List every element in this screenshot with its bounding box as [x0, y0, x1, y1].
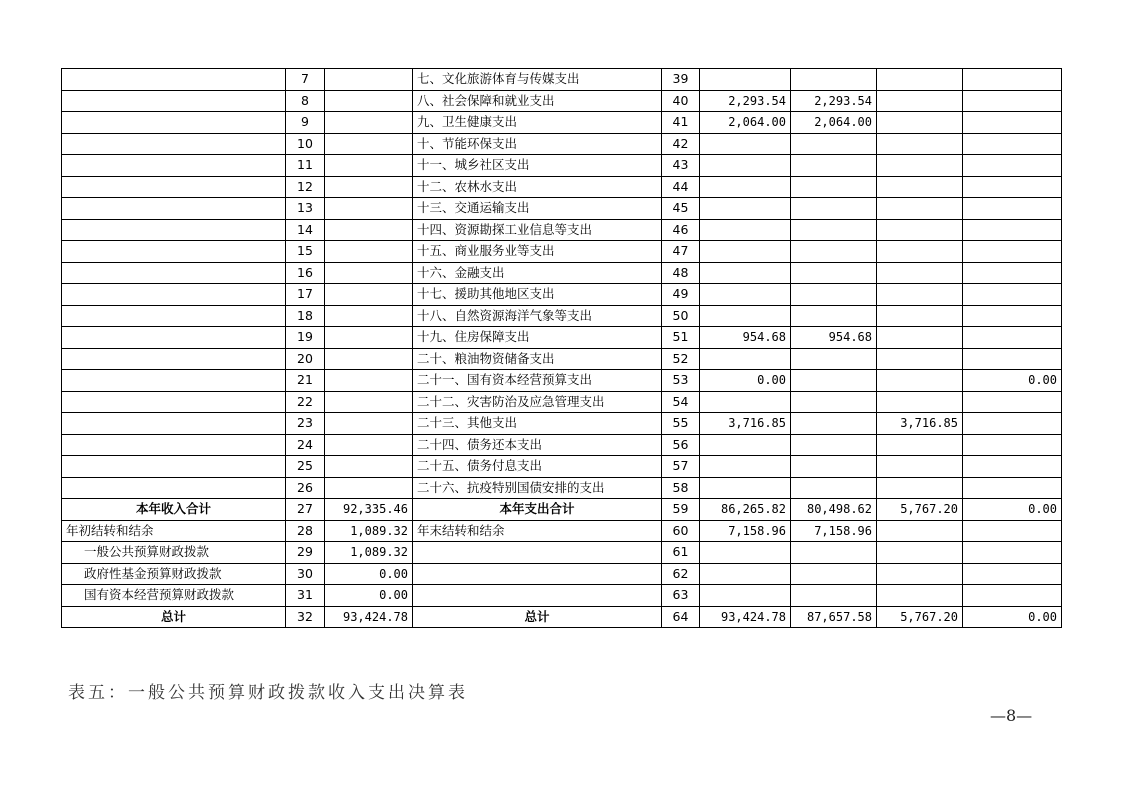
left-amount-cell: [325, 176, 413, 198]
left-amount-cell: [325, 391, 413, 413]
left-number-cell: 23: [286, 413, 325, 435]
left-number-cell: 21: [286, 370, 325, 392]
left-amount-cell: 0.00: [325, 563, 413, 585]
general-budget-amount-cell: [791, 198, 877, 220]
right-label-cell: 二十五、债务付息支出: [413, 456, 662, 478]
right-label-cell: 二十三、其他支出: [413, 413, 662, 435]
left-number-cell: 9: [286, 112, 325, 134]
fund-budget-amount-cell: [877, 542, 963, 564]
fund-budget-amount-cell: 5,767.20: [877, 606, 963, 628]
fund-budget-amount-cell: 3,716.85: [877, 413, 963, 435]
general-budget-amount-cell: [791, 456, 877, 478]
right-number-cell: 47: [662, 241, 700, 263]
left-number-cell: 14: [286, 219, 325, 241]
capital-budget-amount-cell: [963, 413, 1062, 435]
fund-budget-amount-cell: [877, 305, 963, 327]
total-amount-cell: [700, 456, 791, 478]
right-number-cell: 58: [662, 477, 700, 499]
right-label-cell: 十七、援助其他地区支出: [413, 284, 662, 306]
general-budget-amount-cell: [791, 434, 877, 456]
fund-budget-amount-cell: [877, 348, 963, 370]
left-amount-cell: [325, 198, 413, 220]
right-label-cell: 七、文化旅游体育与传媒支出: [413, 69, 662, 91]
left-label-cell: [62, 348, 286, 370]
capital-budget-amount-cell: [963, 112, 1062, 134]
fund-budget-amount-cell: [877, 112, 963, 134]
left-label-cell: [62, 112, 286, 134]
left-amount-cell: [325, 413, 413, 435]
table-row: [62, 305, 1062, 327]
fund-budget-amount-cell: [877, 520, 963, 542]
left-label-cell: 总计: [62, 606, 286, 628]
fund-budget-amount-cell: [877, 262, 963, 284]
left-number-cell: 19: [286, 327, 325, 349]
right-number-cell: 57: [662, 456, 700, 478]
right-label-cell: 十六、金融支出: [413, 262, 662, 284]
total-amount-cell: 86,265.82: [700, 499, 791, 521]
left-number-cell: 16: [286, 262, 325, 284]
total-amount-cell: 3,716.85: [700, 413, 791, 435]
table-row: [62, 284, 1062, 306]
right-number-cell: 39: [662, 69, 700, 91]
capital-budget-amount-cell: [963, 219, 1062, 241]
right-number-cell: 45: [662, 198, 700, 220]
table-row: [62, 112, 1062, 134]
table-row: [62, 499, 1062, 521]
total-amount-cell: 2,064.00: [700, 112, 791, 134]
left-amount-cell: [325, 112, 413, 134]
left-label-cell: [62, 456, 286, 478]
capital-budget-amount-cell: [963, 434, 1062, 456]
left-amount-cell: [325, 305, 413, 327]
general-budget-amount-cell: [791, 391, 877, 413]
capital-budget-amount-cell: [963, 284, 1062, 306]
left-amount-cell: [325, 284, 413, 306]
capital-budget-amount-cell: [963, 542, 1062, 564]
capital-budget-amount-cell: [963, 520, 1062, 542]
right-number-cell: 50: [662, 305, 700, 327]
total-amount-cell: [700, 542, 791, 564]
fund-budget-amount-cell: [877, 284, 963, 306]
fund-budget-amount-cell: [877, 391, 963, 413]
right-label-cell: 总计: [413, 606, 662, 628]
fund-budget-amount-cell: 5,767.20: [877, 499, 963, 521]
left-label-cell: [62, 327, 286, 349]
budget-table: [61, 68, 1062, 628]
capital-budget-amount-cell: [963, 563, 1062, 585]
fund-budget-amount-cell: [877, 69, 963, 91]
right-number-cell: 61: [662, 542, 700, 564]
general-budget-amount-cell: 954.68: [791, 327, 877, 349]
right-number-cell: 42: [662, 133, 700, 155]
left-number-cell: 13: [286, 198, 325, 220]
general-budget-amount-cell: [791, 477, 877, 499]
fund-budget-amount-cell: [877, 133, 963, 155]
left-number-cell: 10: [286, 133, 325, 155]
general-budget-amount-cell: 7,158.96: [791, 520, 877, 542]
left-number-cell: 27: [286, 499, 325, 521]
right-label-cell: 十九、住房保障支出: [413, 327, 662, 349]
right-number-cell: 51: [662, 327, 700, 349]
capital-budget-amount-cell: 0.00: [963, 606, 1062, 628]
right-number-cell: 48: [662, 262, 700, 284]
table-row: [62, 413, 1062, 435]
table-row: [62, 198, 1062, 220]
left-number-cell: 30: [286, 563, 325, 585]
total-amount-cell: 0.00: [700, 370, 791, 392]
left-number-cell: 29: [286, 542, 325, 564]
general-budget-amount-cell: [791, 176, 877, 198]
capital-budget-amount-cell: 0.00: [963, 499, 1062, 521]
left-number-cell: 15: [286, 241, 325, 263]
total-amount-cell: [700, 69, 791, 91]
left-amount-cell: 93,424.78: [325, 606, 413, 628]
right-number-cell: 52: [662, 348, 700, 370]
capital-budget-amount-cell: [963, 348, 1062, 370]
capital-budget-amount-cell: [963, 133, 1062, 155]
general-budget-amount-cell: [791, 262, 877, 284]
table-row: [62, 348, 1062, 370]
left-number-cell: 31: [286, 585, 325, 607]
general-budget-amount-cell: 2,293.54: [791, 90, 877, 112]
left-amount-cell: [325, 434, 413, 456]
fund-budget-amount-cell: [877, 241, 963, 263]
left-number-cell: 8: [286, 90, 325, 112]
total-amount-cell: [700, 155, 791, 177]
capital-budget-amount-cell: [963, 262, 1062, 284]
fund-budget-amount-cell: [877, 370, 963, 392]
total-amount-cell: [700, 434, 791, 456]
right-number-cell: 40: [662, 90, 700, 112]
right-label-cell: 十五、商业服务业等支出: [413, 241, 662, 263]
table-row: [62, 391, 1062, 413]
left-number-cell: 28: [286, 520, 325, 542]
total-amount-cell: [700, 219, 791, 241]
left-label-cell: [62, 198, 286, 220]
left-label-cell: [62, 241, 286, 263]
general-budget-amount-cell: [791, 585, 877, 607]
left-amount-cell: 92,335.46: [325, 499, 413, 521]
capital-budget-amount-cell: [963, 305, 1062, 327]
left-number-cell: 24: [286, 434, 325, 456]
table-row: [62, 606, 1062, 628]
right-number-cell: 59: [662, 499, 700, 521]
left-label-cell: [62, 284, 286, 306]
fund-budget-amount-cell: [877, 456, 963, 478]
right-number-cell: 41: [662, 112, 700, 134]
right-label-cell: [413, 563, 662, 585]
total-amount-cell: [700, 305, 791, 327]
table-row: [62, 456, 1062, 478]
right-number-cell: 54: [662, 391, 700, 413]
fund-budget-amount-cell: [877, 563, 963, 585]
right-label-cell: [413, 542, 662, 564]
capital-budget-amount-cell: 0.00: [963, 370, 1062, 392]
fund-budget-amount-cell: [877, 90, 963, 112]
table-row: [62, 542, 1062, 564]
fund-budget-amount-cell: [877, 219, 963, 241]
total-amount-cell: [700, 477, 791, 499]
left-number-cell: 32: [286, 606, 325, 628]
left-amount-cell: [325, 219, 413, 241]
right-label-cell: 十一、城乡社区支出: [413, 155, 662, 177]
left-amount-cell: [325, 155, 413, 177]
left-amount-cell: 1,089.32: [325, 542, 413, 564]
left-label-cell: 年初结转和结余: [62, 520, 286, 542]
general-budget-amount-cell: [791, 133, 877, 155]
left-label-cell: [62, 370, 286, 392]
table-row: [62, 219, 1062, 241]
general-budget-amount-cell: [791, 219, 877, 241]
table-row: [62, 241, 1062, 263]
total-amount-cell: 7,158.96: [700, 520, 791, 542]
left-amount-cell: [325, 456, 413, 478]
total-amount-cell: 954.68: [700, 327, 791, 349]
page-number: —8—: [990, 706, 1033, 725]
right-number-cell: 64: [662, 606, 700, 628]
left-number-cell: 7: [286, 69, 325, 91]
total-amount-cell: [700, 133, 791, 155]
right-label-cell: 十三、交通运输支出: [413, 198, 662, 220]
right-number-cell: 49: [662, 284, 700, 306]
total-amount-cell: 2,293.54: [700, 90, 791, 112]
right-number-cell: 62: [662, 563, 700, 585]
general-budget-amount-cell: [791, 69, 877, 91]
general-budget-amount-cell: 80,498.62: [791, 499, 877, 521]
left-number-cell: 25: [286, 456, 325, 478]
capital-budget-amount-cell: [963, 90, 1062, 112]
left-number-cell: 17: [286, 284, 325, 306]
fund-budget-amount-cell: [877, 155, 963, 177]
capital-budget-amount-cell: [963, 69, 1062, 91]
general-budget-amount-cell: [791, 155, 877, 177]
general-budget-amount-cell: 87,657.58: [791, 606, 877, 628]
left-label-cell: 国有资本经营预算财政拨款: [62, 585, 286, 607]
table-row: [62, 434, 1062, 456]
table-row: [62, 563, 1062, 585]
right-number-cell: 46: [662, 219, 700, 241]
general-budget-amount-cell: [791, 542, 877, 564]
right-label-cell: 二十一、国有资本经营预算支出: [413, 370, 662, 392]
table-row: [62, 262, 1062, 284]
right-label-cell: 本年支出合计: [413, 499, 662, 521]
left-label-cell: [62, 391, 286, 413]
left-label-cell: [62, 176, 286, 198]
table-row: [62, 370, 1062, 392]
table-row: [62, 327, 1062, 349]
left-number-cell: 12: [286, 176, 325, 198]
capital-budget-amount-cell: [963, 585, 1062, 607]
left-amount-cell: 1,089.32: [325, 520, 413, 542]
table-row: [62, 176, 1062, 198]
left-amount-cell: [325, 69, 413, 91]
left-amount-cell: [325, 133, 413, 155]
left-label-cell: [62, 69, 286, 91]
right-number-cell: 63: [662, 585, 700, 607]
table-row: [62, 477, 1062, 499]
right-label-cell: 年末结转和结余: [413, 520, 662, 542]
left-amount-cell: [325, 370, 413, 392]
total-amount-cell: [700, 563, 791, 585]
left-amount-cell: [325, 327, 413, 349]
general-budget-amount-cell: [791, 241, 877, 263]
general-budget-amount-cell: 2,064.00: [791, 112, 877, 134]
fund-budget-amount-cell: [877, 176, 963, 198]
total-amount-cell: [700, 262, 791, 284]
capital-budget-amount-cell: [963, 456, 1062, 478]
table-row: [62, 69, 1062, 91]
right-label-cell: 十八、自然资源海洋气象等支出: [413, 305, 662, 327]
capital-budget-amount-cell: [963, 198, 1062, 220]
right-number-cell: 60: [662, 520, 700, 542]
general-budget-amount-cell: [791, 413, 877, 435]
left-number-cell: 20: [286, 348, 325, 370]
left-label-cell: [62, 413, 286, 435]
right-number-cell: 44: [662, 176, 700, 198]
table-caption: 表五：一般公共预算财政拨款收入支出决算表: [68, 683, 468, 703]
left-label-cell: [62, 434, 286, 456]
fund-budget-amount-cell: [877, 198, 963, 220]
capital-budget-amount-cell: [963, 327, 1062, 349]
total-amount-cell: 93,424.78: [700, 606, 791, 628]
right-label-cell: [413, 585, 662, 607]
left-label-cell: [62, 90, 286, 112]
right-number-cell: 53: [662, 370, 700, 392]
total-amount-cell: [700, 176, 791, 198]
fund-budget-amount-cell: [877, 327, 963, 349]
total-amount-cell: [700, 284, 791, 306]
fund-budget-amount-cell: [877, 434, 963, 456]
left-number-cell: 11: [286, 155, 325, 177]
left-label-cell: 本年收入合计: [62, 499, 286, 521]
capital-budget-amount-cell: [963, 155, 1062, 177]
right-label-cell: 十二、农林水支出: [413, 176, 662, 198]
fund-budget-amount-cell: [877, 585, 963, 607]
left-label-cell: [62, 219, 286, 241]
total-amount-cell: [700, 348, 791, 370]
right-label-cell: 二十二、灾害防治及应急管理支出: [413, 391, 662, 413]
left-label-cell: [62, 305, 286, 327]
left-amount-cell: [325, 90, 413, 112]
table-row: [62, 155, 1062, 177]
right-label-cell: 八、社会保障和就业支出: [413, 90, 662, 112]
left-label-cell: 一般公共预算财政拨款: [62, 542, 286, 564]
general-budget-amount-cell: [791, 284, 877, 306]
right-label-cell: 二十六、抗疫特别国债安排的支出: [413, 477, 662, 499]
total-amount-cell: [700, 198, 791, 220]
left-label-cell: [62, 133, 286, 155]
table-row: [62, 90, 1062, 112]
table-body: [62, 69, 1062, 628]
right-number-cell: 43: [662, 155, 700, 177]
right-number-cell: 56: [662, 434, 700, 456]
left-label-cell: [62, 477, 286, 499]
total-amount-cell: [700, 241, 791, 263]
left-number-cell: 26: [286, 477, 325, 499]
general-budget-amount-cell: [791, 348, 877, 370]
total-amount-cell: [700, 585, 791, 607]
right-label-cell: 二十、粮油物资储备支出: [413, 348, 662, 370]
right-number-cell: 55: [662, 413, 700, 435]
table-row: [62, 133, 1062, 155]
left-label-cell: [62, 262, 286, 284]
left-number-cell: 22: [286, 391, 325, 413]
left-label-cell: 政府性基金预算财政拨款: [62, 563, 286, 585]
right-label-cell: 十、节能环保支出: [413, 133, 662, 155]
left-number-cell: 18: [286, 305, 325, 327]
left-label-cell: [62, 155, 286, 177]
general-budget-amount-cell: [791, 563, 877, 585]
right-label-cell: 十四、资源勘探工业信息等支出: [413, 219, 662, 241]
right-label-cell: 二十四、债务还本支出: [413, 434, 662, 456]
left-amount-cell: [325, 348, 413, 370]
capital-budget-amount-cell: [963, 241, 1062, 263]
table-row: [62, 520, 1062, 542]
right-label-cell: 九、卫生健康支出: [413, 112, 662, 134]
capital-budget-amount-cell: [963, 176, 1062, 198]
capital-budget-amount-cell: [963, 477, 1062, 499]
general-budget-amount-cell: [791, 305, 877, 327]
left-amount-cell: [325, 241, 413, 263]
table-row: [62, 585, 1062, 607]
fund-budget-amount-cell: [877, 477, 963, 499]
total-amount-cell: [700, 391, 791, 413]
left-amount-cell: 0.00: [325, 585, 413, 607]
left-amount-cell: [325, 477, 413, 499]
capital-budget-amount-cell: [963, 391, 1062, 413]
left-amount-cell: [325, 262, 413, 284]
general-budget-amount-cell: [791, 370, 877, 392]
